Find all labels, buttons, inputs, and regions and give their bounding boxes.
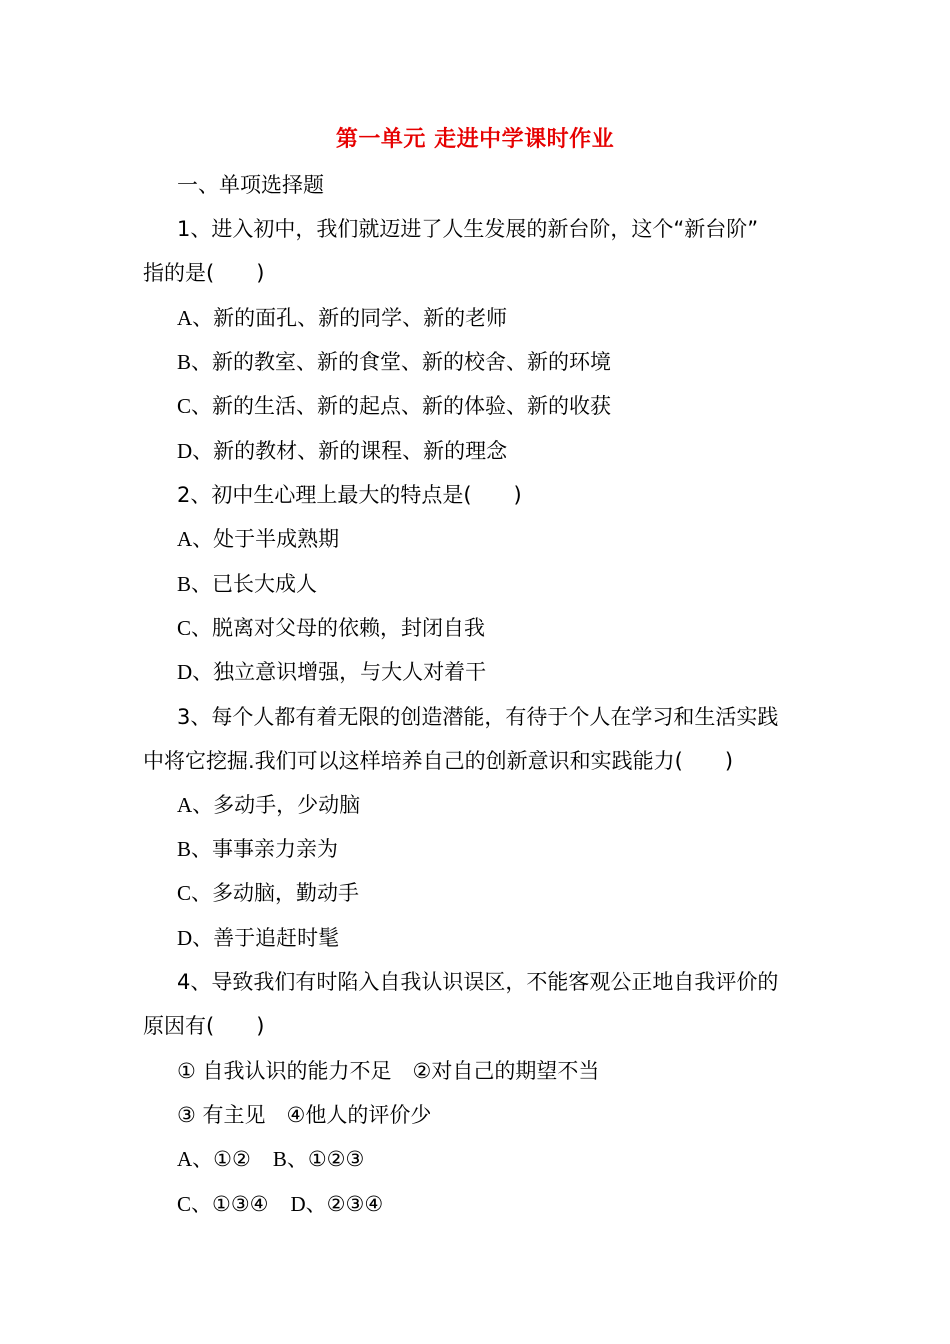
question-4-statement-2: ③ 有主见 ④他人的评价少 <box>177 1103 432 1127</box>
option-letter: D、 <box>177 439 214 463</box>
option-text: 独立意识增强，与大人对着干 <box>213 660 487 684</box>
option-text: 新的面孔、新的同学、新的老师 <box>213 306 508 330</box>
question-4-stem-line2: 原因有( ) <box>143 1014 265 1038</box>
question-3-option-d <box>177 923 339 953</box>
question-3-option-a <box>177 790 360 820</box>
question-1-option-c <box>177 391 611 421</box>
option-letter: B、 <box>177 350 213 374</box>
option-letter: A、 <box>177 527 214 551</box>
option-letter: C、 <box>177 881 213 905</box>
option-text: 多动脑，勤动手 <box>212 881 360 905</box>
question-1-stem-line1: 1、进入初中，我们就迈进了人生发展的新台阶，这个“新台阶” <box>177 217 759 241</box>
option-text: ①③④ <box>212 1192 269 1216</box>
option-letter: B、 <box>177 837 213 861</box>
option-text: 已长大成人 <box>212 572 318 596</box>
option-letter: C、 <box>177 394 213 418</box>
section-heading: 一、单项选择题 <box>177 173 324 197</box>
question-3-stem-line2: 中将它挖掘.我们可以这样培养自己的创新意识和实践能力( ) <box>143 749 734 773</box>
question-1-option-a <box>177 303 507 333</box>
option-letter: D、 <box>177 660 214 684</box>
option-letter: D、 <box>177 926 214 950</box>
option-text: ②③④ <box>326 1192 384 1216</box>
option-letter: B、 <box>177 572 213 596</box>
question-1-stem-line2: 指的是( ) <box>143 261 265 285</box>
option-letter: B、 <box>272 1147 308 1171</box>
question-4-stem-line1: 4、导致我们有时陷入自我认识误区，不能客观公正地自我评价的 <box>177 970 779 994</box>
question-2-option-b <box>177 569 317 599</box>
question-3-option-c <box>177 878 359 908</box>
question-4-options-row-1 <box>177 1144 364 1174</box>
question-3-stem-line1: 3、每个人都有着无限的创造潜能，有待于个人在学习和生活实践 <box>177 705 779 729</box>
option-letter: C、 <box>177 616 213 640</box>
question-2-stem-line1: 2、初中生心理上最大的特点是( ) <box>177 483 522 507</box>
question-2-option-c <box>177 613 485 643</box>
option-letter: A、 <box>177 1147 214 1171</box>
option-text: 新的生活、新的起点、新的体验、新的收获 <box>212 394 612 418</box>
question-4-options-row-2 <box>177 1189 383 1219</box>
option-text: 多动手，少动脑 <box>213 793 361 817</box>
option-text: 善于追赶时髦 <box>213 926 340 950</box>
option-letter: D、 <box>290 1192 327 1216</box>
option-text: 事事亲力亲为 <box>212 837 339 861</box>
question-2-option-d <box>177 657 486 687</box>
option-text: ①②③ <box>307 1147 365 1171</box>
option-text: 处于半成熟期 <box>213 527 340 551</box>
question-3-option-b <box>177 834 338 864</box>
question-2-option-a <box>177 524 339 554</box>
option-letter: C、 <box>177 1192 213 1216</box>
option-text: 新的教材、新的课程、新的理念 <box>213 439 508 463</box>
option-letter: A、 <box>177 793 214 817</box>
question-4-statement-1: ① 自我认识的能力不足 ②对自己的期望不当 <box>177 1059 600 1083</box>
question-1-option-d <box>177 436 507 466</box>
option-text: 脱离对父母的依赖，封闭自我 <box>212 616 486 640</box>
option-text: ①② <box>213 1147 251 1171</box>
question-1-option-b <box>177 347 611 377</box>
option-text: 新的教室、新的食堂、新的校舍、新的环境 <box>212 350 612 374</box>
option-letter: A、 <box>177 306 214 330</box>
page-title: 第一单元 走进中学课时作业 <box>335 127 615 152</box>
